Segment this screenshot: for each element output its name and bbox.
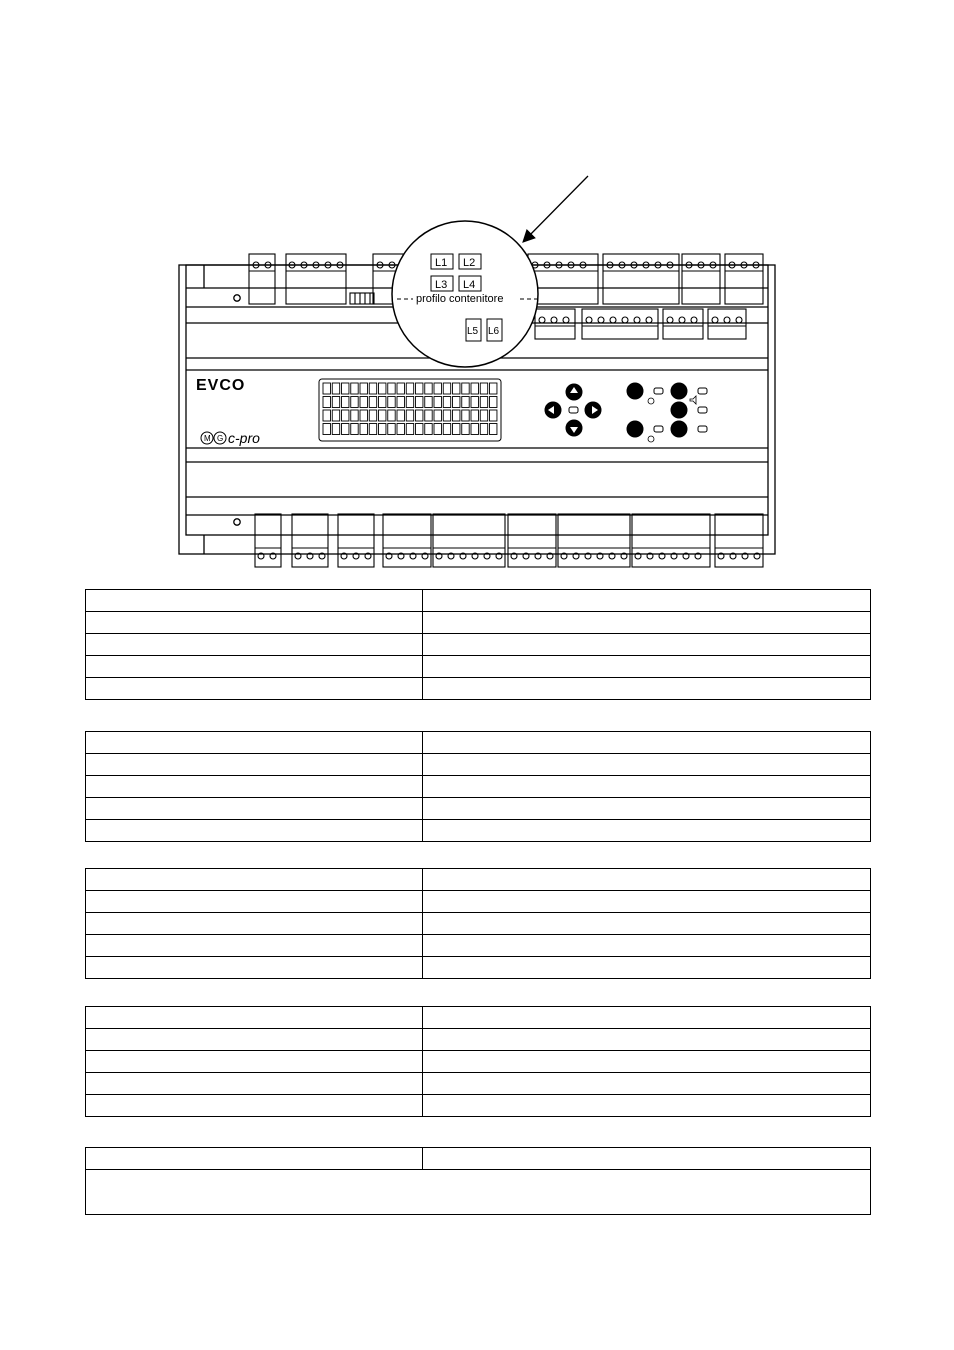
k1-key-icon[interactable]	[671, 402, 687, 418]
table-cell	[423, 634, 871, 656]
table-row	[86, 612, 871, 634]
lcd-cell	[453, 383, 460, 394]
table-row	[86, 820, 871, 842]
table-cell	[423, 732, 871, 754]
table-cell	[423, 590, 871, 612]
lcd-cell	[490, 424, 497, 435]
table-cell	[86, 1095, 423, 1117]
lcd-cell	[416, 410, 423, 421]
lcd-cell	[462, 410, 469, 421]
lcd-cell	[397, 383, 404, 394]
lcd-cell	[397, 397, 404, 408]
lcd-cell	[332, 424, 339, 435]
lcd-cell	[360, 424, 367, 435]
lcd-cell	[351, 424, 358, 435]
lcd-cell	[425, 424, 432, 435]
lcd-cell	[453, 424, 460, 435]
lcd-cell	[425, 397, 432, 408]
table-cell	[423, 1148, 871, 1170]
keypad	[545, 383, 707, 442]
table-cell	[423, 820, 871, 842]
lcd-cell	[416, 424, 423, 435]
lcd-cell	[379, 424, 386, 435]
table-cell	[86, 869, 423, 891]
bottom-terminals	[255, 514, 763, 567]
callout-arrow	[524, 176, 588, 241]
lcd-cell	[332, 397, 339, 408]
lcd-cell	[332, 383, 339, 394]
lcd-cell	[443, 424, 450, 435]
lcd-cell	[416, 397, 423, 408]
lcd-cell	[471, 410, 478, 421]
table-row	[86, 869, 871, 891]
sound-symbol-icon	[690, 396, 696, 404]
table-note-cell	[86, 1170, 871, 1215]
table-row	[86, 1029, 871, 1051]
lcd-cell	[434, 410, 441, 421]
table-cell	[423, 913, 871, 935]
lcd-cell	[369, 383, 376, 394]
product-name: c-pro	[228, 430, 260, 446]
lcd-cell	[443, 410, 450, 421]
lcd-cell	[471, 424, 478, 435]
lcd-cell	[453, 410, 460, 421]
lcd-cell	[323, 410, 330, 421]
table-row	[86, 678, 871, 700]
table-row	[86, 754, 871, 776]
table-row	[86, 1073, 871, 1095]
lcd-cell	[323, 397, 330, 408]
badge-g-label: G	[217, 434, 224, 443]
lcd-cell	[434, 383, 441, 394]
table-cell	[423, 1051, 871, 1073]
lcd-cell	[388, 383, 395, 394]
table-row	[86, 957, 871, 979]
lcd-cell	[406, 383, 413, 394]
lcd-cell	[360, 397, 367, 408]
lcd-cell	[480, 397, 487, 408]
lcd-cell	[388, 397, 395, 408]
lcd-cell	[369, 424, 376, 435]
lcd-cell	[490, 383, 497, 394]
table-row	[86, 913, 871, 935]
table-row	[86, 891, 871, 913]
table-4	[85, 1006, 871, 1117]
table-cell	[86, 935, 423, 957]
table-3	[85, 868, 871, 979]
table-1	[85, 589, 871, 700]
lcd-cell	[443, 383, 450, 394]
lcd-cell	[406, 410, 413, 421]
lcd-cell	[462, 397, 469, 408]
table-cell	[86, 820, 423, 842]
lcd-cell	[480, 424, 487, 435]
lcd-display	[319, 379, 501, 441]
table-cell	[86, 590, 423, 612]
table-cell	[86, 1051, 423, 1073]
table-cell	[86, 732, 423, 754]
lcd-cell	[323, 383, 330, 394]
table-cell	[86, 1148, 423, 1170]
table-cell	[86, 798, 423, 820]
lcd-cell	[462, 383, 469, 394]
lcd-cell	[388, 424, 395, 435]
lcd-cell	[332, 410, 339, 421]
enter-key-icon[interactable]	[627, 421, 643, 437]
esc-key-icon[interactable]	[627, 383, 643, 399]
lcd-cell	[471, 397, 478, 408]
table-cell	[423, 656, 871, 678]
table-row	[86, 634, 871, 656]
lcd-cell	[490, 397, 497, 408]
table-row	[86, 935, 871, 957]
lcd-cell	[425, 410, 432, 421]
badge-m-label: M	[204, 434, 211, 443]
k2-key-icon[interactable]	[671, 421, 687, 437]
lcd-cell	[360, 383, 367, 394]
label-l1: L1	[435, 257, 448, 269]
brand-logo: EVCO	[196, 377, 246, 394]
power-symbol-icon	[648, 398, 654, 404]
table-cell	[423, 612, 871, 634]
table-row	[86, 1095, 871, 1117]
lcd-cell	[453, 397, 460, 408]
table-cell	[423, 957, 871, 979]
lcd-cell	[434, 424, 441, 435]
table-cell	[86, 1029, 423, 1051]
lcd-cell	[471, 383, 478, 394]
lcd-cell	[379, 397, 386, 408]
lcd-cell	[480, 410, 487, 421]
table-cell	[423, 869, 871, 891]
lcd-cell	[425, 383, 432, 394]
lcd-cell	[480, 383, 487, 394]
table-cell	[86, 891, 423, 913]
lcd-cell	[416, 383, 423, 394]
label-l5: L5	[467, 326, 479, 337]
table-cell	[423, 935, 871, 957]
lcd-cell	[360, 410, 367, 421]
table-cell	[423, 798, 871, 820]
table-cell	[86, 656, 423, 678]
table-cell	[423, 1029, 871, 1051]
device-diagram	[0, 0, 954, 580]
table-cell	[86, 754, 423, 776]
table-row	[86, 732, 871, 754]
table-cell	[86, 1007, 423, 1029]
label-l3: L3	[435, 279, 448, 291]
lcd-cell	[342, 424, 349, 435]
lcd-cell	[369, 397, 376, 408]
table-cell	[423, 1073, 871, 1095]
callout-caption: profilo contenitore	[416, 293, 504, 305]
lcd-cell	[351, 410, 358, 421]
lcd-cell	[434, 397, 441, 408]
table-cell	[86, 776, 423, 798]
table-cell	[86, 678, 423, 700]
lcd-cell	[351, 383, 358, 394]
table-cell	[86, 612, 423, 634]
table-cell	[423, 891, 871, 913]
lcd-cell	[351, 397, 358, 408]
table-cell	[423, 776, 871, 798]
lcd-cell	[397, 410, 404, 421]
label-l4: L4	[463, 279, 476, 291]
lcd-cell	[369, 410, 376, 421]
label-l6: L6	[488, 326, 500, 337]
table-5	[85, 1147, 871, 1215]
table-cell	[86, 913, 423, 935]
lcd-cell	[342, 410, 349, 421]
lcd-cell	[342, 383, 349, 394]
k0-key-icon[interactable]	[671, 383, 687, 399]
table-row	[86, 798, 871, 820]
lcd-cell	[388, 410, 395, 421]
table-row	[86, 1170, 871, 1215]
table-row	[86, 1007, 871, 1029]
label-l2: L2	[463, 257, 476, 269]
table-cell	[423, 1095, 871, 1117]
lcd-cell	[406, 424, 413, 435]
lcd-cell	[462, 424, 469, 435]
lcd-cell	[379, 383, 386, 394]
table-cell	[423, 1007, 871, 1029]
lcd-cell	[379, 410, 386, 421]
lcd-cell	[342, 397, 349, 408]
lcd-cell	[406, 397, 413, 408]
lcd-cell	[397, 424, 404, 435]
table-row	[86, 1148, 871, 1170]
table-cell	[423, 754, 871, 776]
table-cell	[86, 634, 423, 656]
table-row	[86, 1051, 871, 1073]
table-row	[86, 590, 871, 612]
table-row	[86, 776, 871, 798]
callout-magnifier	[392, 221, 538, 367]
table-cell	[86, 957, 423, 979]
program-symbol-icon	[648, 436, 654, 442]
table-row	[86, 656, 871, 678]
table-2	[85, 731, 871, 842]
product-logo	[201, 430, 260, 446]
lcd-cell	[323, 424, 330, 435]
table-cell	[86, 1073, 423, 1095]
table-cell	[423, 678, 871, 700]
lcd-cell	[490, 410, 497, 421]
lcd-cell	[443, 397, 450, 408]
